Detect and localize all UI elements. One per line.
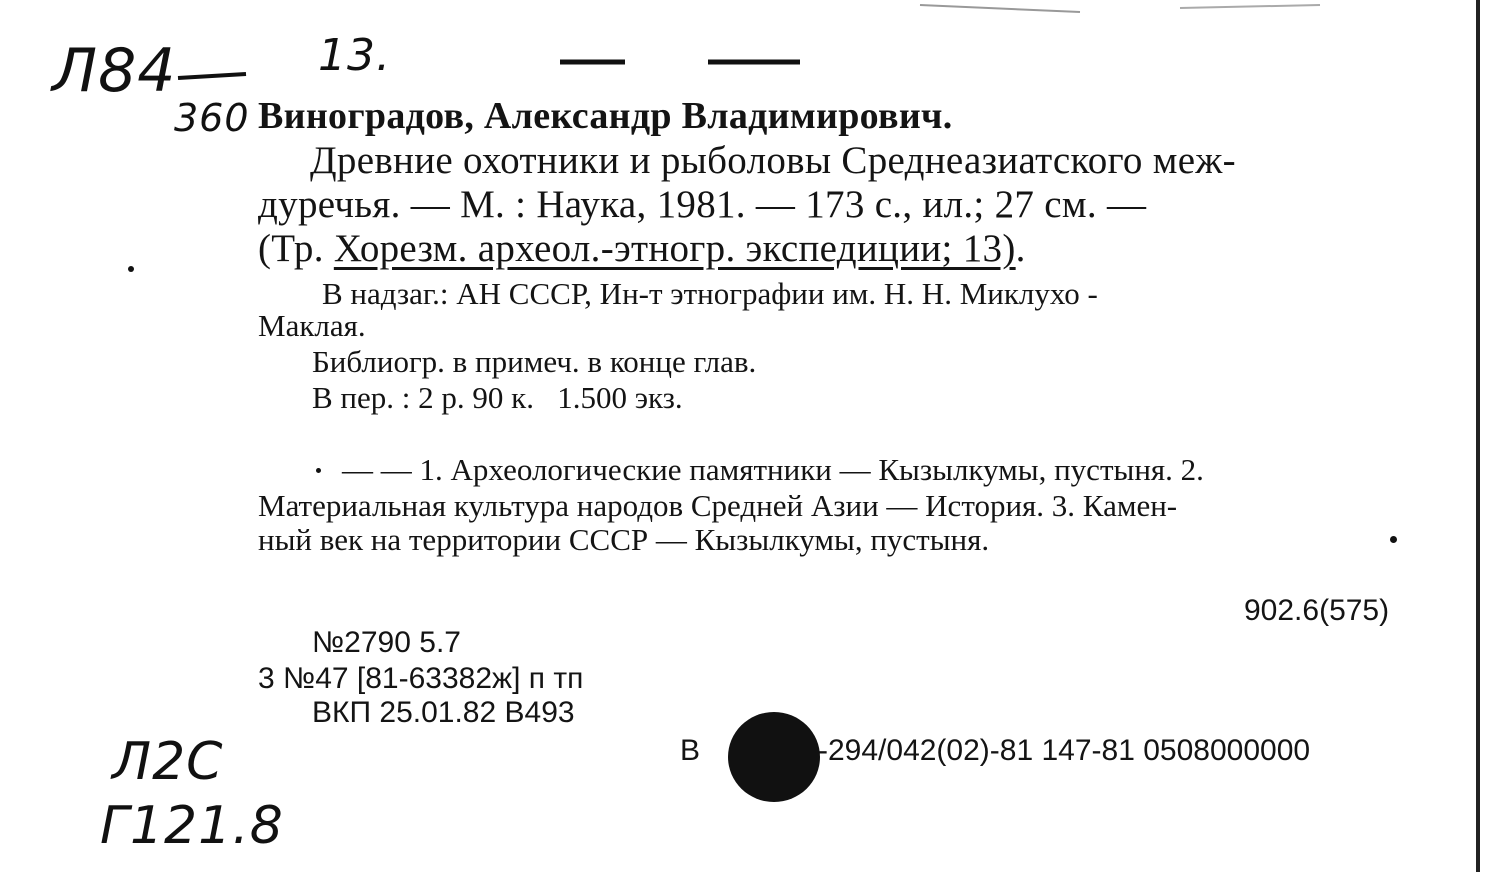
- publication-code: -294/042(02)-81 147-81 0508000000: [818, 734, 1311, 767]
- punch-hole: [728, 712, 820, 802]
- code-prefix: В: [680, 734, 701, 767]
- speck: [316, 468, 321, 473]
- speck: [1390, 536, 1397, 543]
- handwritten-shelf-mark: Л84: [52, 36, 177, 106]
- handwritten-number: 13.: [318, 30, 391, 81]
- nadzag-line-2: Маклая.: [258, 308, 366, 343]
- card-number: №2790 5.7: [312, 626, 461, 659]
- subject-line-1: — — 1. Археологические памятники — Кызылкумы, пустыня. 2.: [342, 452, 1204, 487]
- series-line: [258, 226, 1026, 271]
- subject-line-2: Материальная культура народов Средней Азии — История. 3. Камен-: [258, 488, 1178, 523]
- classification-index: 902.6(575): [1244, 594, 1390, 627]
- bibliography-note: Библиогр. в примеч. в конце глав.: [312, 344, 757, 379]
- handwritten-fraction: 360: [174, 96, 250, 140]
- title-line-2: дуречья. — М. : Наука, 1981. — 173 с., ил.; 27 см. —: [258, 183, 1147, 226]
- record-code: 3 №47 [81-63382ж] п тп: [258, 662, 584, 695]
- handwritten-shelf-mark-3: Г121.8: [100, 796, 284, 856]
- series-suffix: .: [1015, 227, 1026, 270]
- vkp-code: ВКП 25.01.82 В493: [312, 696, 575, 729]
- speck: [128, 266, 134, 272]
- series-prefix: (Тр.: [258, 227, 334, 270]
- subject-line-3: ный век на территории СССР — Кызылкумы, пустыня.: [258, 522, 990, 557]
- price-note: В пер. : 2 р. 90 к. 1.500 экз.: [312, 380, 683, 415]
- author-heading: Виноградов, Александр Владимирович.: [258, 95, 953, 137]
- handwritten-shelf-mark-2: Л2С: [112, 732, 224, 792]
- nadzag-line-1: В надзаг.: АН СССР, Ин-т этнографии им. Н. Н. Миклухо -: [322, 276, 1098, 311]
- series-title: Хорезм. археол.-этногр. экспедиции; 13): [333, 227, 1016, 270]
- title-line-1: Древние охотники и рыболовы Среднеазиатского меж-: [310, 139, 1236, 182]
- fraction-bar: [178, 74, 246, 78]
